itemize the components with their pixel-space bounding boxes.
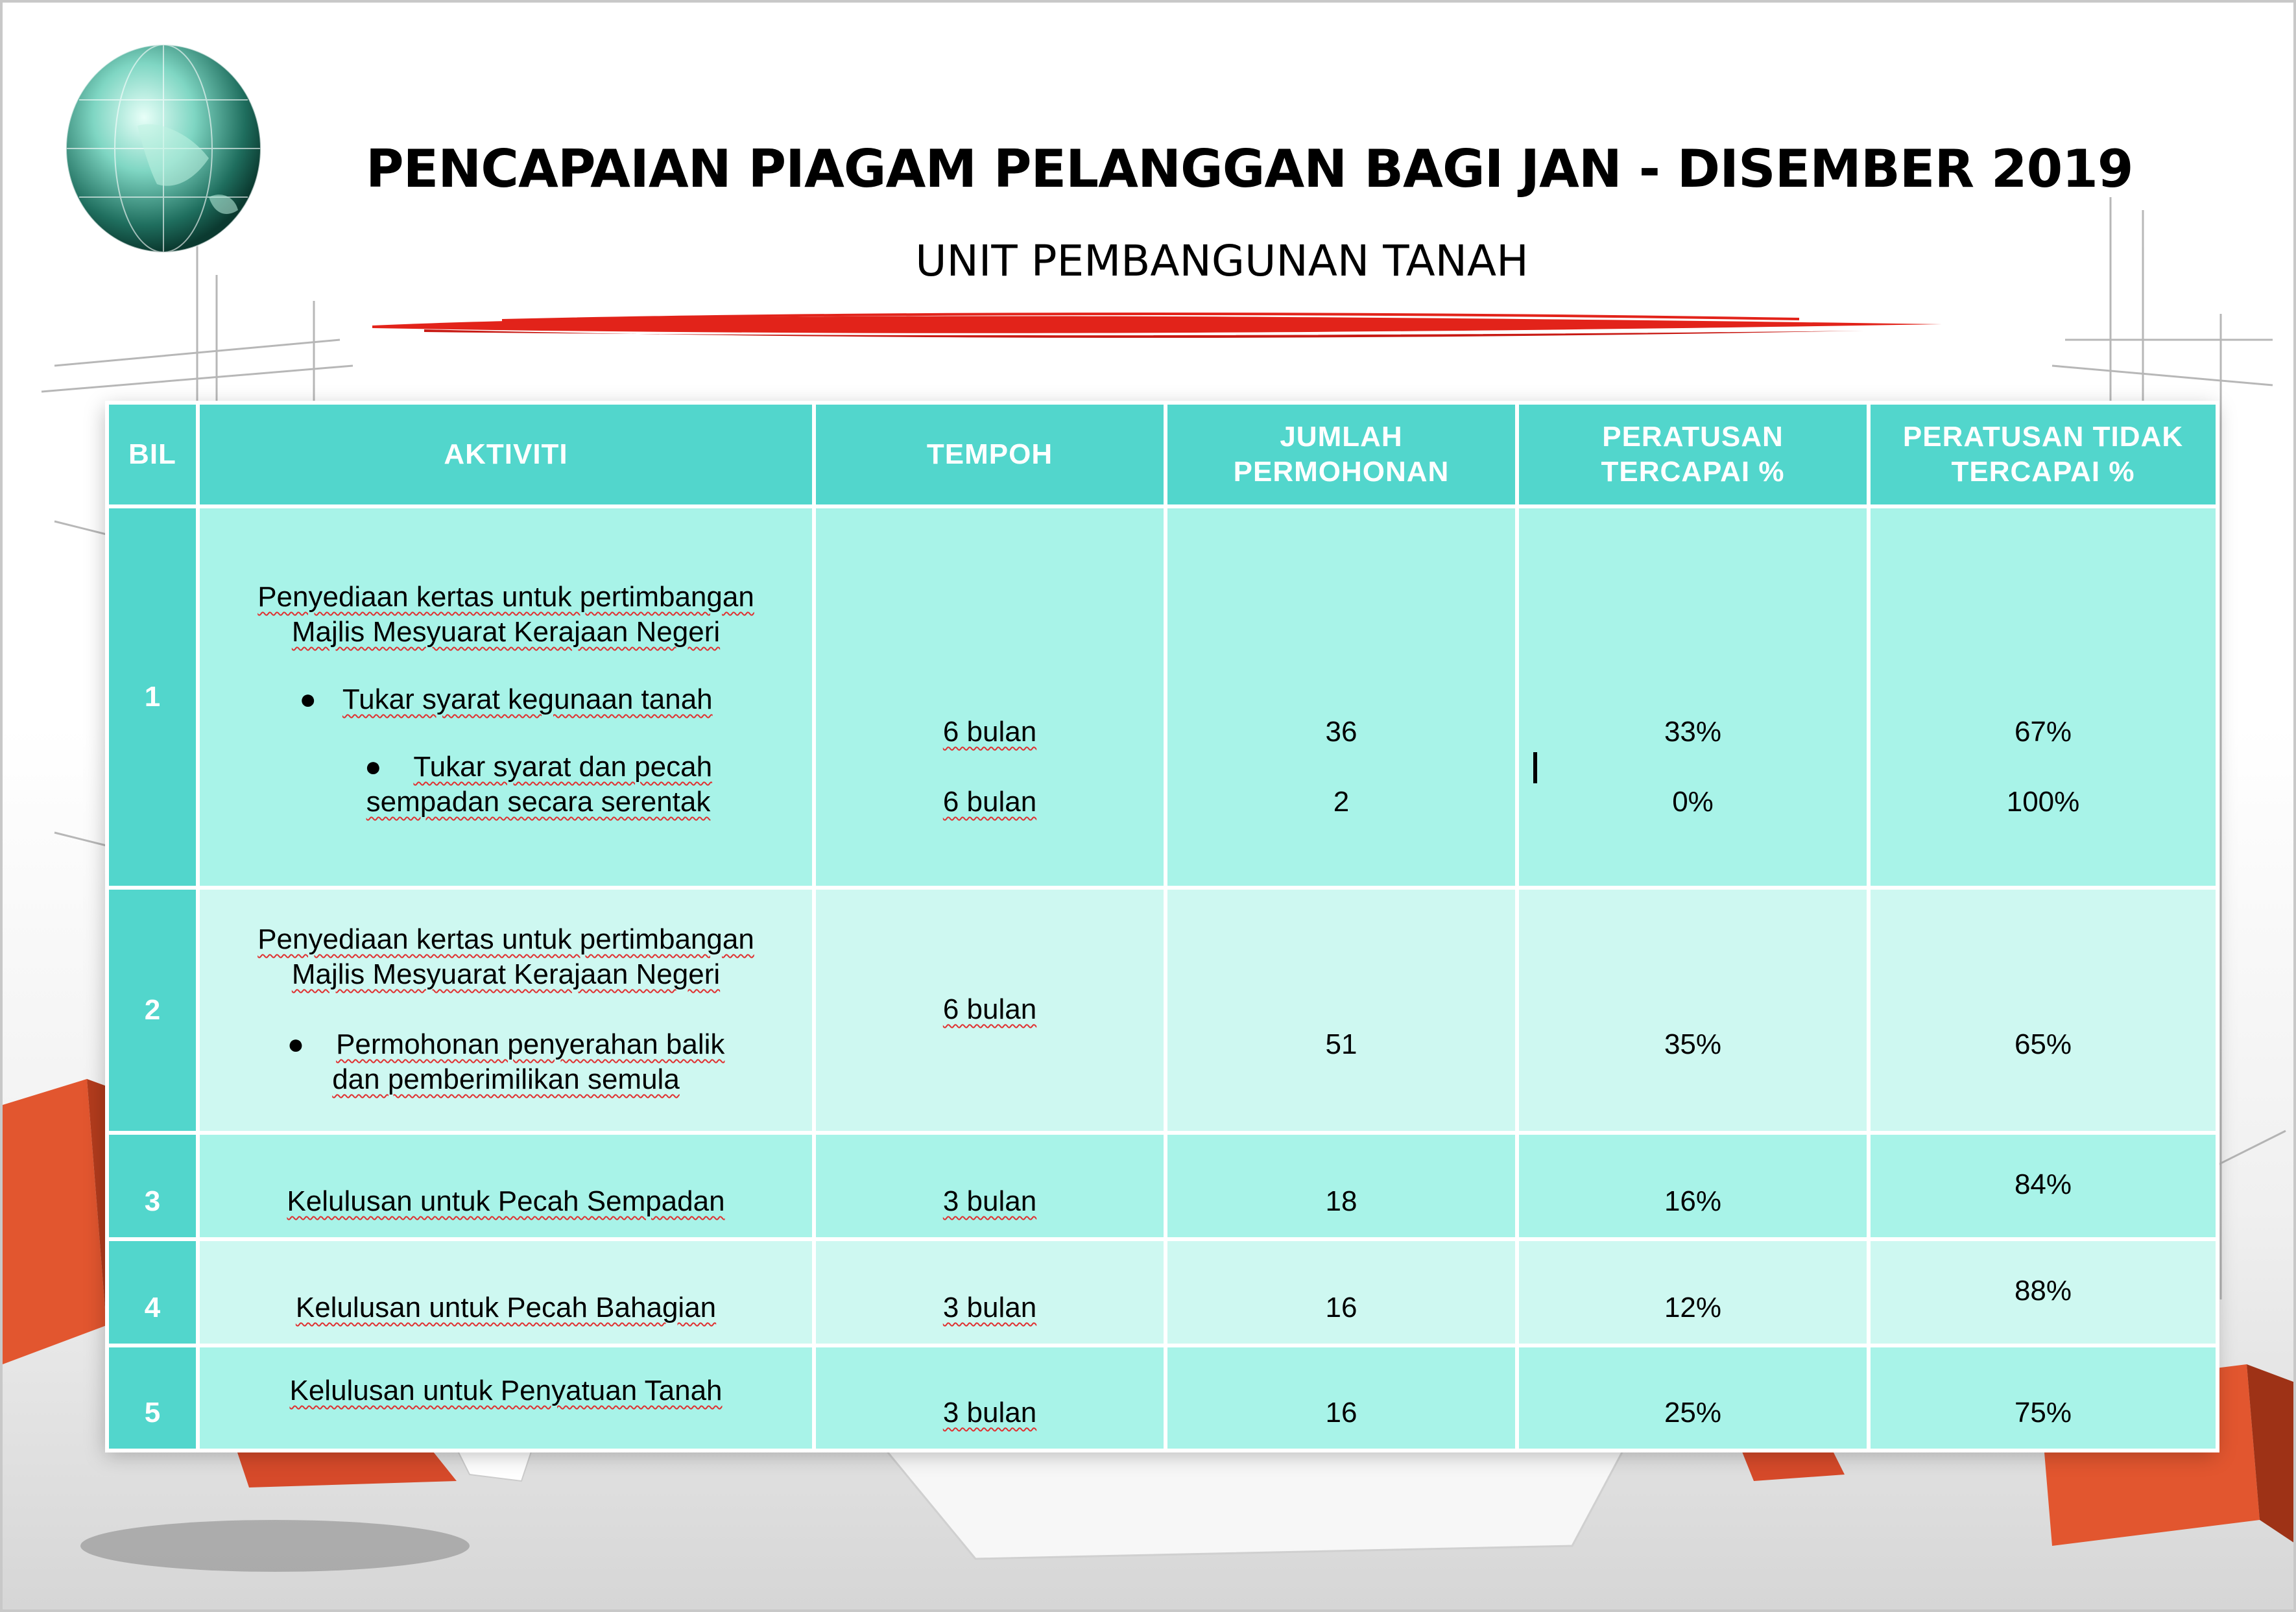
row-tidak-tercapai <box>1869 506 2218 888</box>
row-tidak-tercapai: 75% <box>1869 1345 2218 1451</box>
activity-sub-item <box>210 1027 802 1097</box>
tidak-tercapai-value: 65% <box>2014 1028 2072 1060</box>
table-row <box>107 506 2218 888</box>
row-tempoh <box>814 1133 1166 1239</box>
row-bil: 1 <box>107 506 198 888</box>
activity-line: Majlis Mesyuarat Kerajaan Negeri <box>291 958 721 990</box>
row-activity <box>198 1133 814 1239</box>
header-jumlah-line2: PERMOHONAN <box>1233 456 1450 488</box>
activity-line: Penyediaan kertas untuk pertimbangan <box>257 923 754 955</box>
header-tidak-line1: PERATUSAN TIDAK <box>1902 421 2184 453</box>
table-header-row <box>107 403 2218 506</box>
row-jumlah <box>1166 888 1517 1133</box>
row-activity <box>198 506 814 888</box>
header-tidak-line2: TERCAPAI % <box>1951 456 2135 488</box>
row-jumlah <box>1166 506 1517 888</box>
tempoh-value: 3 bulan <box>942 1397 1037 1428</box>
header-jumlah-permohonan <box>1166 403 1517 506</box>
row-tercapai <box>1517 506 1869 888</box>
row-tempoh <box>814 1239 1166 1345</box>
row-tercapai: 16% <box>1517 1133 1869 1239</box>
text-cursor <box>1533 752 1537 783</box>
header-tempoh: TEMPOH <box>814 403 1166 506</box>
header-aktiviti: AKTIVITI <box>198 403 814 506</box>
jumlah-value: 2 <box>1333 786 1350 818</box>
globe-logo <box>60 29 267 255</box>
tercapai-value: 33% <box>1664 716 1722 748</box>
row-jumlah: 16 <box>1166 1345 1517 1451</box>
tempoh-value: 3 bulan <box>942 1292 1037 1323</box>
tercapai-value: 35% <box>1664 1028 1722 1060</box>
row-bil: 4 <box>107 1239 198 1345</box>
bullet-icon: ● <box>287 1028 305 1060</box>
tempoh-value: 6 bulan <box>942 786 1037 818</box>
row-tidak-tercapai <box>1869 888 2218 1133</box>
table-row <box>107 888 2218 1133</box>
row-bil: 3 <box>107 1133 198 1239</box>
activity-line: Kelulusan untuk Penyatuan Tanah <box>289 1375 723 1406</box>
row-tidak-tercapai: 88% <box>1869 1239 2218 1345</box>
header-tercapai-line2: TERCAPAI % <box>1601 456 1785 488</box>
header-peratusan-tercapai <box>1517 403 1869 506</box>
row-tempoh <box>814 1345 1166 1451</box>
activity-sub-text: sempadan secara serentak <box>366 786 711 818</box>
activity-sub-text: dan pemberimilikan semula <box>332 1063 680 1095</box>
row-tercapai: 12% <box>1517 1239 1869 1345</box>
tempoh-value: 6 bulan <box>942 993 1037 1025</box>
red-brush-divider <box>372 307 1942 346</box>
row-bil: 5 <box>107 1345 198 1451</box>
table-row <box>107 1239 2218 1345</box>
page-title: PENCAPAIAN PIAGAM PELANGGAN BAGI JAN - DISEMBER 2019 <box>366 139 2133 199</box>
bullet-icon: ● <box>299 683 317 715</box>
activity-sub-text: Tukar syarat kegunaan tanah <box>342 683 713 715</box>
header-peratusan-tidak-tercapai <box>1869 403 2218 506</box>
bullet-icon: ● <box>364 751 382 783</box>
header-tercapai-line1: PERATUSAN <box>1602 421 1784 453</box>
tidak-tercapai-value: 67% <box>2014 716 2072 748</box>
row-tercapai <box>1517 888 1869 1133</box>
row-activity <box>198 1345 814 1451</box>
activity-line: Kelulusan untuk Pecah Bahagian <box>295 1292 717 1323</box>
row-tidak-tercapai: 84% <box>1869 1133 2218 1239</box>
page-subtitle: UNIT PEMBANGUNAN TANAH <box>915 236 1529 286</box>
activity-line: Majlis Mesyuarat Kerajaan Negeri <box>291 616 721 648</box>
activity-sub-item <box>210 682 802 717</box>
header-bil: BIL <box>107 403 198 506</box>
tempoh-value: 3 bulan <box>942 1185 1037 1217</box>
row-jumlah: 18 <box>1166 1133 1517 1239</box>
activity-sub-text: Tukar syarat dan pecah <box>413 751 713 783</box>
row-tercapai: 25% <box>1517 1345 1869 1451</box>
table-row <box>107 1133 2218 1239</box>
table-row <box>107 1345 2218 1451</box>
customer-charter-table <box>105 401 2216 1449</box>
row-tempoh <box>814 506 1166 888</box>
jumlah-value: 51 <box>1325 1028 1357 1060</box>
row-tempoh <box>814 888 1166 1133</box>
activity-line: Penyediaan kertas untuk pertimbangan <box>257 581 754 613</box>
row-bil: 2 <box>107 888 198 1133</box>
row-activity <box>198 1239 814 1345</box>
tidak-tercapai-value: 100% <box>2006 786 2080 818</box>
tempoh-value: 6 bulan <box>942 716 1037 748</box>
row-activity <box>198 888 814 1133</box>
header-jumlah-line1: JUMLAH <box>1280 421 1403 453</box>
jumlah-value: 36 <box>1325 716 1357 748</box>
row-jumlah: 16 <box>1166 1239 1517 1345</box>
activity-sub-item <box>210 750 802 820</box>
activity-line: Kelulusan untuk Pecah Sempadan <box>287 1185 725 1217</box>
tercapai-value: 0% <box>1672 786 1714 818</box>
activity-sub-text: Permohonan penyerahan balik <box>336 1028 725 1060</box>
